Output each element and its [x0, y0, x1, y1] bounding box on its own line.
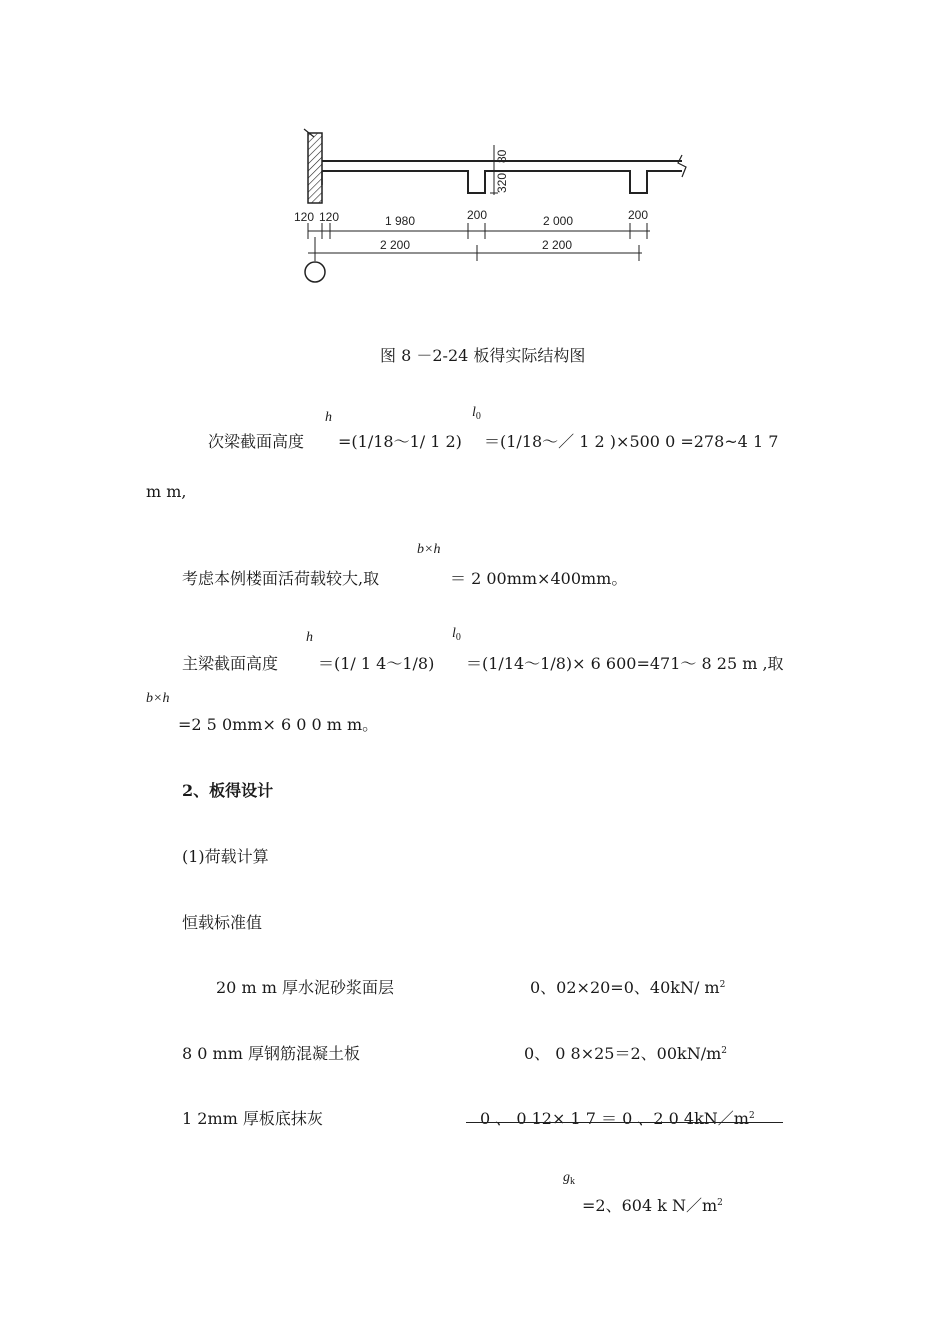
- symbol-l0: [472, 405, 481, 422]
- dim-top-1980: 1 980: [385, 214, 416, 228]
- dim-top-2000: 2 000: [543, 214, 574, 228]
- load-value: [480, 1106, 755, 1129]
- figure-caption: 图 8 －2-24 板得实际结构图: [380, 346, 586, 365]
- para3-lead: 主梁截面高度: [182, 654, 279, 673]
- symbol-l-sub: 0: [475, 411, 481, 422]
- structure-figure: [290, 125, 700, 290]
- dim-bottom-2200a: 2 200: [380, 238, 411, 252]
- subheading-load-calc: (1)荷载计算: [182, 847, 269, 866]
- dim-vertical-320: 320: [495, 172, 509, 193]
- symbol-bxh: b×h: [146, 691, 170, 706]
- dim-vertical-80: 80: [495, 149, 509, 163]
- symbol-g-sub: k: [570, 1176, 575, 1187]
- para3-tail: ＝(1/14～1/8)× 6 600=471～ 8 25 m ,取: [466, 654, 784, 673]
- dim-bottom-2200b: 2 200: [542, 238, 573, 252]
- load-value-text: 0 、 0 12× 1 7 ＝ 0 、2 0 4kN／m: [480, 1109, 749, 1128]
- symbol-bxh: b×h: [417, 542, 441, 557]
- unit-sup: 2: [721, 1046, 728, 1056]
- dim-top-120a: 120: [294, 210, 315, 224]
- para2-lead: 考虑本例楼面活荷载较大,取: [182, 569, 380, 588]
- symbol-h: h: [306, 630, 313, 645]
- dim-top-200b: 200: [628, 208, 649, 222]
- load-label: 20 m m 厚水泥砂浆面层: [216, 978, 394, 997]
- total-value-text: =2、604 k N／m: [582, 1196, 718, 1215]
- para3-cont: =2 5 0mm× 6 0 0 m m。: [178, 715, 379, 734]
- unit-sup: 2: [748, 1111, 755, 1121]
- section-heading: 2、板得设计: [182, 781, 274, 800]
- load-value-text: 0、 0 8×25＝2、00kN/m: [524, 1044, 722, 1063]
- para1-tail: ＝(1/18～／ 1 2 )×500 0 =278~4 1 7: [484, 432, 779, 451]
- symbol-l: l: [472, 405, 476, 420]
- dim-top-120b: 120: [319, 210, 340, 224]
- para2-tail: ＝ 2 00mm×400mm。: [450, 569, 628, 588]
- symbol-g: g: [563, 1170, 570, 1185]
- load-value: [524, 1041, 727, 1064]
- symbol-l-sub: 0: [455, 632, 461, 643]
- axis-marker: [305, 262, 325, 282]
- para1-cont: m m,: [146, 482, 187, 501]
- wall: [308, 133, 322, 203]
- symbol-l0: [452, 626, 461, 643]
- dim-top-200a: 200: [467, 208, 488, 222]
- symbol-gk: [563, 1170, 575, 1187]
- total-value: [582, 1193, 723, 1216]
- sum-underline: [466, 1122, 783, 1123]
- para3-mid: ＝(1/ 1 4～1/8): [318, 654, 435, 673]
- load-label: 8 0 mm 厚钢筋混凝土板: [182, 1044, 360, 1063]
- para1-mid: =(1/18～1/ 1 2): [338, 432, 462, 451]
- subheading-dead-load: 恒载标准值: [182, 913, 263, 932]
- unit-sup: 2: [719, 980, 726, 990]
- unit-sup: 2: [717, 1198, 723, 1208]
- symbol-h: h: [325, 410, 332, 425]
- para1-lead: 次梁截面高度: [208, 432, 305, 451]
- symbol-l: l: [452, 626, 456, 641]
- load-value: [530, 975, 725, 998]
- load-value-text: 0、02×20=0、40kN/ m: [530, 978, 720, 997]
- load-label: 1 2mm 厚板底抹灰: [182, 1109, 323, 1128]
